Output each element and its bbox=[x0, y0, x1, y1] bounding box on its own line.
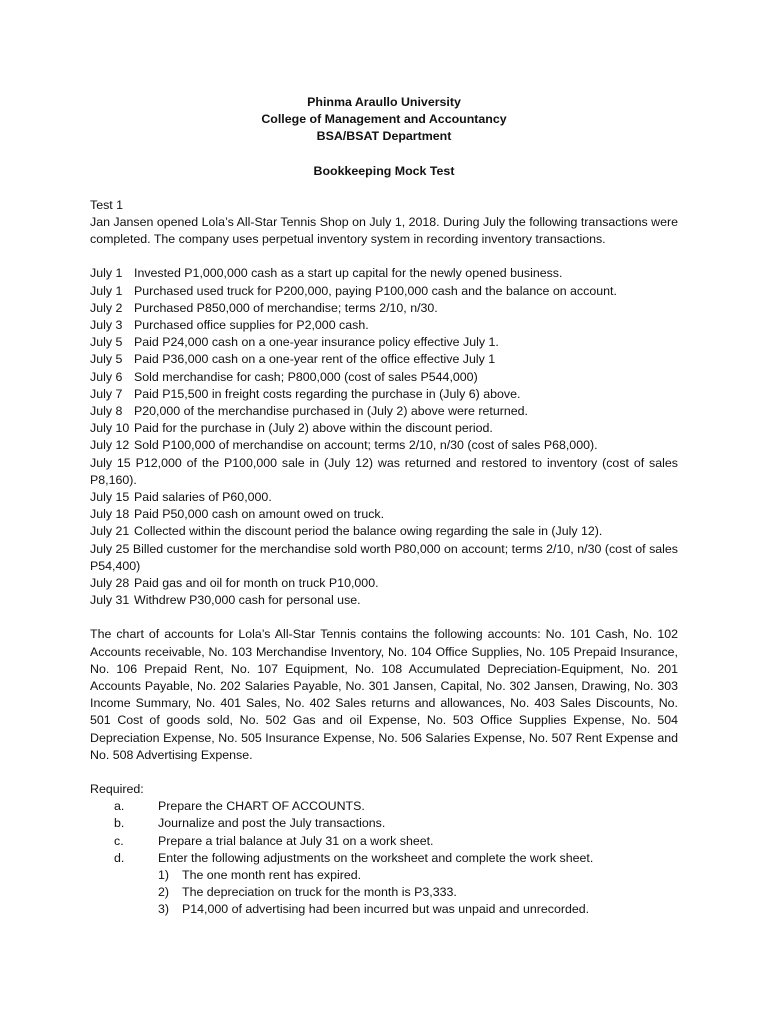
transaction-text: Purchased used truck for P200,000, paying P100,000 cash and the balance on account. bbox=[134, 283, 617, 298]
transaction-text: Paid salaries of P60,000. bbox=[134, 490, 272, 505]
transaction-item bbox=[90, 437, 678, 454]
transaction-item bbox=[90, 317, 678, 334]
transaction-text: P12,000 of the P100,000 sale in (July 12) was returned and restored to inventory (cost of sales P8,160). bbox=[90, 455, 678, 487]
transaction-item bbox=[90, 403, 678, 420]
transaction-text: Collected within the discount period the balance owing regarding the sale in (July 12). bbox=[134, 524, 603, 539]
transaction-text: Sold merchandise for cash; P800,000 (cost of sales P544,000) bbox=[134, 369, 478, 384]
transaction-date: July 8 bbox=[90, 404, 123, 418]
document-header bbox=[90, 94, 678, 146]
transaction-item bbox=[90, 351, 678, 368]
adjustment-marker: 1) bbox=[158, 868, 170, 883]
required-text: Prepare the CHART OF ACCOUNTS. bbox=[158, 799, 365, 814]
required-marker: d. bbox=[114, 850, 125, 865]
document-page bbox=[90, 94, 678, 919]
transaction-date: July 15 bbox=[90, 455, 131, 470]
adjustment-text: The depreciation on truck for the month is P3,333. bbox=[182, 885, 457, 900]
required-marker: b. bbox=[114, 816, 125, 831]
transaction-date: July 1 bbox=[90, 283, 123, 298]
transaction-date: July 31 bbox=[90, 593, 130, 608]
transaction-item bbox=[90, 386, 678, 403]
adjustment-item bbox=[90, 884, 678, 901]
adjustment-item bbox=[90, 901, 678, 918]
required-text: Enter the following adjustments on the worksheet and complete the work sheet. bbox=[158, 850, 594, 865]
transaction-item bbox=[90, 575, 678, 592]
transaction-text: Sold P100,000 of merchandise on account; terms 2/10, n/30 (cost of sales P68,000). bbox=[134, 438, 598, 453]
transaction-item bbox=[90, 283, 678, 300]
transaction-text: Paid P36,000 cash on a one-year rent of the office effective July 1 bbox=[134, 352, 496, 367]
transaction-text: Purchased P850,000 of merchandise; terms 2/10, n/30. bbox=[134, 300, 438, 315]
adjustment-marker: 2) bbox=[158, 885, 170, 900]
test-label: Test 1 bbox=[90, 197, 124, 212]
transaction-date: July 5 bbox=[90, 335, 123, 350]
transaction-text: Paid P50,000 cash on amount owed on truck. bbox=[134, 507, 385, 522]
transaction-item bbox=[90, 420, 678, 437]
transaction-date: July 10 bbox=[90, 421, 130, 436]
transaction-date: July 6 bbox=[90, 369, 123, 384]
required-label: Required: bbox=[90, 782, 144, 797]
intro-paragraph: Jan Jansen opened Lola’s All-Star Tennis Shop on July 1, 2018. During July the following transactions were completed. The company uses perpetual inventory system in recording inventory transactions. bbox=[90, 214, 678, 247]
transaction-text: P20,000 of the merchandise purchased in (July 2) above were returned. bbox=[134, 404, 528, 418]
transaction-text: Withdrew P30,000 cash for personal use. bbox=[134, 593, 361, 608]
required-text: Journalize and post the July transactions. bbox=[158, 816, 386, 831]
transaction-item bbox=[90, 523, 678, 540]
transaction-item bbox=[90, 489, 678, 506]
required-item bbox=[90, 815, 678, 832]
transaction-text: Paid P24,000 cash on a one-year insurance policy effective July 1. bbox=[134, 335, 499, 350]
transaction-date: July 5 bbox=[90, 352, 123, 367]
transaction-item bbox=[90, 300, 678, 317]
transaction-date: July 2 bbox=[90, 300, 123, 315]
transaction-item bbox=[90, 334, 678, 351]
transaction-text: Invested P1,000,000 cash as a start up capital for the newly opened business. bbox=[134, 266, 563, 281]
transaction-item bbox=[90, 592, 678, 609]
transaction-date: July 25 bbox=[90, 541, 130, 556]
required-section bbox=[90, 781, 678, 919]
chart-of-accounts-paragraph: The chart of accounts for Lola’s All-Star Tennis contains the following accounts: No. 101 Cash, No. 102 Accounts receivable, No. 103 Merchandise Inventory, No. 104 Office Supplies, No. 105 Prepaid Insurance, No. 106 Prepaid Rent, No. 107 Equipment, No. 108 Accumulated Depreciation-Equipment, No. 201 Accounts Payable, No. 202 Salaries Payable, No. 301 Jansen, Capital, No. 302 Jansen, Drawing, No. 303 Income Summary, No. 401 Sales, No. 402 Sales returns and allowances, No. 403 Sales Discounts, No. 501 Cost of goods sold, No. 502 Gas and oil Expense, No. 503 Office Supplies Expense, No. 504 Depreciation Expense, No. 505 Insurance Expense, No. 506 Salaries Expense, No. 507 Rent Expense and No. 508 Advertising Expense. bbox=[90, 627, 678, 762]
transaction-item bbox=[90, 506, 678, 523]
transaction-date: July 28 bbox=[90, 576, 130, 591]
transaction-date: July 21 bbox=[90, 524, 130, 539]
transaction-date: July 7 bbox=[90, 386, 123, 401]
transaction-text: Paid gas and oil for month on truck P10,000. bbox=[134, 576, 379, 591]
transaction-item bbox=[90, 369, 678, 386]
transaction-date: July 18 bbox=[90, 507, 130, 522]
college-name: College of Management and Accountancy bbox=[261, 112, 507, 127]
transaction-item bbox=[90, 455, 678, 489]
transaction-date: July 12 bbox=[90, 438, 130, 453]
adjustment-text: The one month rent has expired. bbox=[182, 868, 362, 883]
required-marker: a. bbox=[114, 799, 125, 814]
transaction-text: Purchased office supplies for P2,000 cash. bbox=[134, 317, 369, 332]
university-name: Phinma Araullo University bbox=[307, 95, 461, 109]
transaction-list bbox=[90, 265, 678, 609]
transaction-date: July 1 bbox=[90, 266, 123, 281]
transaction-date: July 15 bbox=[90, 490, 130, 505]
department-name: BSA/BSAT Department bbox=[316, 129, 452, 144]
adjustment-item bbox=[90, 867, 678, 884]
required-marker: c. bbox=[114, 833, 124, 848]
transaction-text: Paid for the purchase in (July 2) above within the discount period. bbox=[134, 421, 493, 436]
transaction-date: July 3 bbox=[90, 317, 123, 332]
required-item bbox=[90, 850, 678, 867]
transaction-text: Paid P15,500 in freight costs regarding the purchase in (July 6) above. bbox=[134, 386, 521, 401]
transaction-item bbox=[90, 541, 678, 575]
transaction-text: Billed customer for the merchandise sold worth P80,000 on account; terms 2/10, n/30 (cost of sales P54,400) bbox=[90, 541, 679, 573]
required-item bbox=[90, 798, 678, 815]
transaction-item bbox=[90, 265, 678, 282]
required-text: Prepare a trial balance at July 31 on a work sheet. bbox=[158, 833, 434, 848]
document-title: Bookkeeping Mock Test bbox=[313, 163, 455, 178]
adjustment-marker: 3) bbox=[158, 902, 170, 917]
required-item bbox=[90, 833, 678, 850]
adjustment-text: P14,000 of advertising had been incurred but was unpaid and unrecorded. bbox=[182, 902, 590, 917]
